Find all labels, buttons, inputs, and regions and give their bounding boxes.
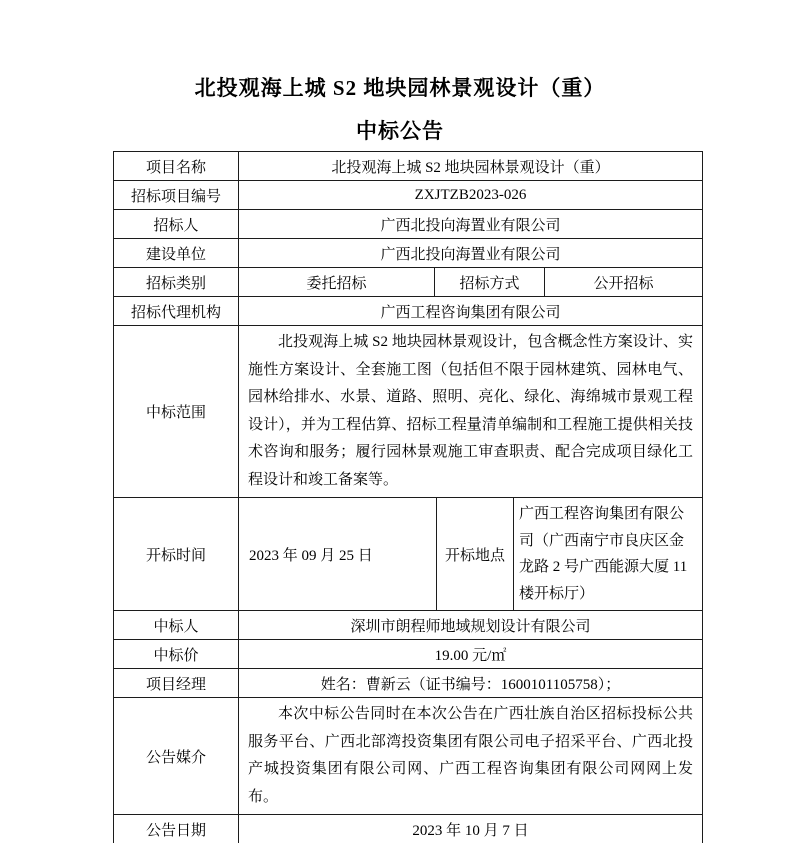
value-announcement-date: 2023 年 10 月 7 日: [238, 815, 702, 843]
row-award-scope: [114, 325, 702, 497]
row-announcement-media: [114, 697, 702, 814]
row-tenderer: [114, 209, 702, 238]
label-winning-price: 中标价: [153, 647, 199, 664]
label-bid-opening-place: 开标地点: [436, 498, 513, 610]
row-agency: [114, 296, 702, 325]
value-winner: 深圳市朗程师地域规划设计有限公司: [238, 611, 702, 639]
row-tender-number: [114, 180, 702, 209]
value-tender-category: 委托招标: [238, 268, 434, 296]
label-bid-opening-time: 开标时间: [145, 547, 206, 564]
row-project-manager: [114, 668, 702, 697]
label-tender-number: 招标项目编号: [130, 188, 221, 205]
value-tender-number: ZXJTZB2023-026: [238, 181, 702, 209]
row-project-name: [114, 152, 702, 180]
label-project-name: 项目名称: [145, 159, 206, 176]
row-winning-price: [114, 639, 702, 668]
value-project-manager: 姓名：曹新云（证书编号：1600101105758）；: [238, 669, 702, 697]
value-bid-opening-place: 广西工程咨询集团有限公司（广西南宁市良庆区金龙路 2 号广西能源大厦 11 楼开标厅）: [513, 498, 702, 610]
label-award-scope: 中标范围: [145, 405, 206, 421]
row-winner: [114, 610, 702, 639]
label-tenderer: 招标人: [153, 217, 199, 234]
value-winning-price: 19.00 元/㎡: [238, 640, 702, 668]
page-subtitle: 中标公告: [356, 119, 444, 143]
value-announcement-media: 本次中标公告同时在本次公告在广西壮族自治区招标投标公共服务平台、广西北部湾投资集团有限公司电子招采平台、广西北投产城投资集团有限公司网、广西工程咨询集团有限公司网网上发布。: [238, 698, 702, 814]
value-bid-opening-time: 2023 年 09 月 25 日: [238, 498, 436, 610]
value-construction-unit: 广西北投向海置业有限公司: [238, 239, 702, 267]
label-project-manager: 项目经理: [145, 676, 206, 693]
row-announcement-date: [114, 814, 702, 843]
row-tender-category: [114, 267, 702, 296]
label-tender-method: 招标方式: [434, 268, 544, 296]
row-construction-unit: [114, 238, 702, 267]
value-agency: 广西工程咨询集团有限公司: [238, 297, 702, 325]
value-project-name: 北投观海上城 S2 地块园林景观设计（重）: [238, 152, 702, 180]
label-winner: 中标人: [153, 618, 199, 635]
row-bid-opening: [114, 497, 702, 610]
label-construction-unit: 建设单位: [145, 246, 206, 263]
value-tender-method: 公开招标: [544, 268, 702, 296]
label-agency: 招标代理机构: [130, 304, 221, 321]
value-tenderer: 广西北投向海置业有限公司: [238, 210, 702, 238]
label-announcement-media: 公告媒介: [145, 749, 206, 766]
announcement-table: [113, 151, 703, 843]
label-announcement-date: 公告日期: [145, 822, 206, 839]
value-award-scope: 北投观海上城 S2 地块园林景观设计，包含概念性方案设计、实施性方案设计、全套施工图（包括但不限于园林建筑、园林电气、园林给排水、水景、道路、照明、亮化、绿化、海绵城市景观工程设计），并为工程估算、招标工程量清单编制和工程施工提供相关技术咨询和服务；履行园林景观施工审查职责、配合完成项目绿化工程设计和竣工备案等。: [238, 326, 702, 497]
label-tender-category: 招标类别: [145, 275, 206, 292]
page-title: 北投观海上城 S2 地块园林景观设计（重）: [194, 76, 606, 100]
